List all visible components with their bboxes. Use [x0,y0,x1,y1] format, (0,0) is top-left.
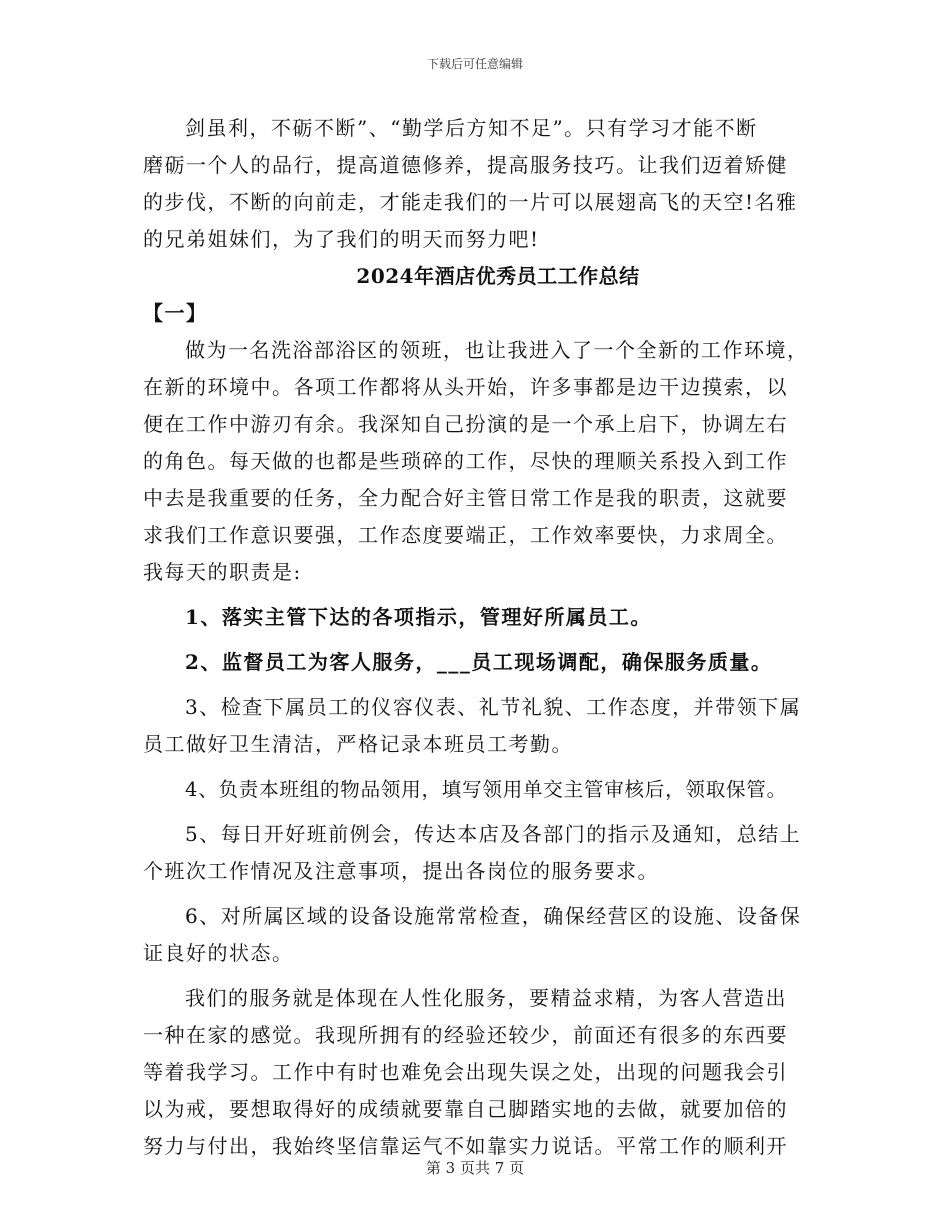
paragraph-line: 做为一名洗浴部浴区的领班，也让我进入了一个全新的工作环境， [185,338,809,362]
list-item-continuation: 员工做好卫生清洁，严格记录本班员工考勤。 [143,732,573,756]
section-heading: 【一】 [143,301,208,325]
list-item-continuation: 证良好的状态。 [143,941,294,965]
document-title: 2024年酒店优秀员工工作总结 [356,264,640,288]
list-item: 6、对所属区域的设备设施常常检查，确保经营区的设施、设备保 [185,904,802,928]
list-item: 2、监督员工为客人服务，___员工现场调配，确保服务质量。 [185,650,773,674]
paragraph-line: 等着我学习。工作中有时也难免会出现失误之处，出现的问题我会引 [143,1060,788,1084]
list-item: 5、每日开好班前例会，传达本店及各部门的指示及通知，总结上 [185,822,802,846]
list-item: 3、检查下属员工的仪容仪表、礼节礼貌、工作态度，并带领下属 [185,695,802,719]
list-item: 1、落实主管下达的各项指示，管理好所属员工。 [185,605,652,629]
paragraph-line: 我们的服务就是体现在人性化服务，要精益求精，为客人营造出 [185,986,787,1010]
paragraph-line: 磨砺一个人的品行，提高道德修养，提高服务技巧。让我们迈着矫健 [143,153,788,177]
list-item: 4、负责本班组的物品领用，填写领用单交主管审核后，领取保管。 [185,778,787,801]
paragraph-line: 以为戒，要想取得好的成绩就要靠自己脚踏实地的去做，就要加倍的 [143,1097,788,1121]
paragraph-line: 在新的环境中。各项工作都将从头开始，许多事都是边干边摸索，以 [143,375,788,399]
document-body [143,110,813,1165]
paragraph-line: 一种在家的感觉。我现所拥有的经验还较少，前面还有很多的东西要 [143,1023,788,1047]
paragraph-line: 我每天的职责是: [143,560,302,584]
list-item-continuation: 个班次工作情况及注意事项，提出各岗位的服务要求。 [143,859,659,883]
paragraph-line: 便在工作中游刃有余。我深知自己扮演的是一个承上启下，协调左右 [143,412,788,436]
page-header: 下载后可任意编辑 [426,57,523,71]
paragraph-line: 的角色。每天做的也都是些琐碎的工作，尽快的理顺关系投入到工作 [143,449,788,473]
paragraph-line: 的兄弟姐妹们，为了我们的明天而努力吧! [143,227,540,251]
paragraph-line: 剑虽利，不砺不断”、“勤学后方知不足”。只有学习才能不断 [185,116,758,140]
paragraph-line: 的步伐，不断的向前走，才能走我们的一片可以展翅高飞的天空!名雅 [143,190,798,214]
page-footer: 第 3 页共 7 页 [425,1159,525,1177]
paragraph-line: 中去是我重要的任务，全力配合好主管日常工作是我的职责，这就要 [143,486,788,510]
paragraph-line: 求我们工作意识要强，工作态度要端正，工作效率要快，力求周全。 [143,523,788,547]
paragraph-line: 努力与付出，我始终坚信靠运气不如靠实力说话。平常工作的顺利开 [143,1134,788,1158]
